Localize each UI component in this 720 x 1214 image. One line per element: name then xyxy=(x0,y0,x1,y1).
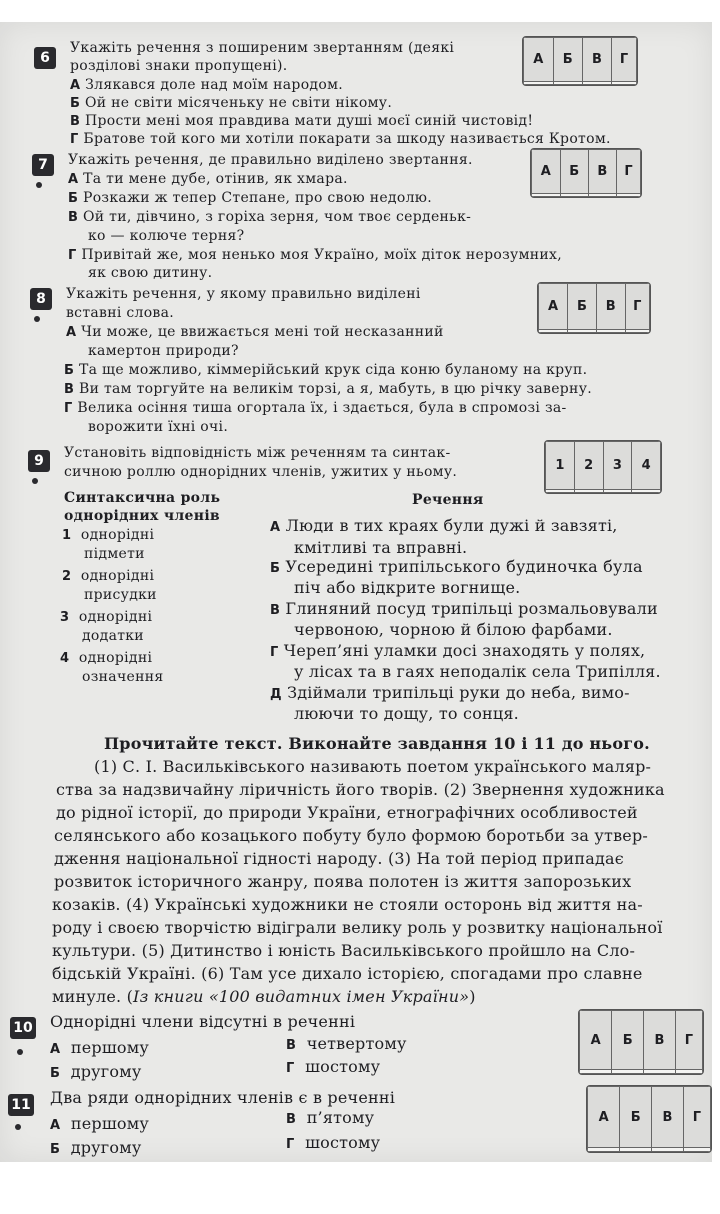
q9-role-2: 2 однорідні xyxy=(62,568,155,584)
bullet-dot xyxy=(17,1049,23,1055)
reading-last-line: минуле. (Із книги «100 видатних імен України») xyxy=(52,987,476,1006)
q10-option-b: Б другому xyxy=(50,1062,142,1081)
reading-line: дження національної гідності народу. (3) На той період припадає xyxy=(54,849,624,868)
q9-prompt-line1: Установіть відповідність між реченням та синтак- xyxy=(64,445,451,461)
answer-cell[interactable] xyxy=(588,194,616,197)
q7-answer-grid: А Б В Г xyxy=(530,148,642,198)
q6-option-b: Б Ой не світи місяченьку не світи нікому. xyxy=(70,95,393,111)
reading-line: роду і своєю творчістю відіграли велику роль у розвитку національної xyxy=(52,918,663,937)
q10-answer-grid: А Б В Г xyxy=(578,1009,704,1075)
reading-line: розвиток історичного жанру, поява полотен із життя запорозьких xyxy=(54,872,632,891)
bullet-dot xyxy=(36,182,42,188)
q9-answer-grid: 1 2 3 4 xyxy=(544,440,662,494)
answer-cell[interactable] xyxy=(644,1070,676,1074)
q10-prompt: Однорідні члени відсутні в реченні xyxy=(50,1012,356,1031)
bullet-dot xyxy=(34,316,40,322)
bullet-dot xyxy=(15,1124,21,1130)
q9-left-header-line2: однорідних членів xyxy=(64,508,220,524)
answer-cell[interactable] xyxy=(553,82,582,85)
question-number-7: 7 xyxy=(32,154,54,176)
q9-role-3-cont: додатки xyxy=(82,628,144,644)
q7-option-d-cont: як свою дитину. xyxy=(88,265,213,281)
q9-role-4: 4 однорідні xyxy=(60,650,153,666)
bullet-dot xyxy=(32,478,38,484)
q9-sentence-c: В Глиняний посуд трипільці розмальовували xyxy=(270,599,658,618)
q8-option-a-cont: камертон природи? xyxy=(88,343,239,359)
q9-left-header-line1: Синтаксична роль xyxy=(64,490,221,506)
reading-line: селянського або козацького побуту було формою боротьби за утвер- xyxy=(54,826,649,845)
answer-cell[interactable] xyxy=(524,82,554,85)
q9-prompt-line2: сичною роллю однорідних членів, ужитих у ньому. xyxy=(64,464,458,480)
q10-option-a: А першому xyxy=(50,1038,149,1057)
answer-cell[interactable] xyxy=(675,1070,702,1074)
q10-option-c: В четвертому xyxy=(286,1034,407,1053)
reading-line: ства за надзвичайну ліричність його творів. (2) Звернення художника xyxy=(56,780,665,799)
answer-cell[interactable] xyxy=(612,82,637,85)
q6-option-a: А Злякався доле над моїм народом. xyxy=(70,77,344,93)
q11-option-b: Б другому xyxy=(50,1138,142,1157)
answer-cell[interactable] xyxy=(632,490,661,493)
answer-cell[interactable] xyxy=(580,1070,612,1074)
q8-option-c: В Ви там торгуйте на великім торзі, а я, мабуть, в цю річку заверну. xyxy=(64,381,592,397)
q9-sentence-d-cont: у лісах та в гаях неподалік села Трипілля. xyxy=(294,662,661,681)
question-number-6: 6 xyxy=(34,47,56,69)
q6-answer-grid: А Б В Г xyxy=(522,36,638,86)
q9-right-header: Речення xyxy=(412,492,484,508)
reading-line: бідській Україні. (6) Там усе дихало історією, спогадами про славне xyxy=(52,964,643,983)
answer-cell[interactable] xyxy=(596,330,625,333)
q9-role-3: 3 однорідні xyxy=(60,609,153,625)
reading-source: Із книги «100 видатних імен України» xyxy=(133,987,470,1006)
answer-cell[interactable] xyxy=(652,1148,684,1152)
question-number-11: 11 xyxy=(8,1094,34,1116)
q8-prompt-line2: вставні слова. xyxy=(66,305,174,321)
q9-sentence-e-cont: люючи то дощу, то сонця. xyxy=(294,704,519,723)
q8-prompt-line1: Укажіть речення, у якому правильно виділені xyxy=(66,286,421,302)
q9-role-4-cont: означення xyxy=(82,669,164,685)
q9-sentence-b: Б Усередині трипільського будиночка була xyxy=(270,557,643,576)
q9-role-1-cont: підмети xyxy=(84,546,145,562)
reading-instruction: Прочитайте текст. Виконайте завдання 10 і 11 до нього. xyxy=(104,734,650,753)
q8-option-d-cont: ворожити їхні очі. xyxy=(88,419,229,435)
reading-line: (1) С. І. Васильківського називають поетом українського маляр- xyxy=(94,757,652,776)
q8-option-a: А Чи може, це ввижається мені той несказанний xyxy=(66,324,444,340)
q6-option-d: Г Братове той кого ми хотіли покарати за шкоду називається Кротом. xyxy=(70,131,611,147)
answer-cell[interactable] xyxy=(683,1148,710,1152)
reading-line: до рідної історії, до природи України, етнографічних особливостей xyxy=(56,803,638,822)
q6-prompt-line1: Укажіть речення з поширеним звертанням (деякі xyxy=(70,40,455,56)
q11-answer-grid: А Б В Г xyxy=(586,1085,712,1153)
q8-answer-grid: А Б В Г xyxy=(537,282,651,334)
question-number-10: 10 xyxy=(10,1017,36,1039)
answer-cell[interactable] xyxy=(546,490,575,493)
q11-prompt: Два ряди однорідних членів є в реченні xyxy=(50,1088,396,1107)
answer-cell[interactable] xyxy=(612,1070,644,1074)
q8-option-d: Г Велика осіння тиша огортала їх, і здається, була в спромозі за- xyxy=(64,400,567,416)
answer-cell[interactable] xyxy=(560,194,588,197)
answer-cell[interactable] xyxy=(603,490,632,493)
reading-line: козаків. (4) Українські художники не стояли осторонь від життя на- xyxy=(52,895,643,914)
question-number-8: 8 xyxy=(30,288,52,310)
q9-role-1: 1 однорідні xyxy=(62,527,155,543)
answer-cell[interactable] xyxy=(625,330,649,333)
answer-cell[interactable] xyxy=(574,490,603,493)
q11-option-d: Г шостому xyxy=(286,1133,381,1152)
q8-option-b: Б Та ще можливо, кіммерійський крук сіда коню буланому на круп. xyxy=(64,362,588,378)
answer-cell[interactable] xyxy=(568,330,597,333)
q11-option-a: А першому xyxy=(50,1114,149,1133)
q7-option-a: А Та ти мене дубе, отінив, як хмара. xyxy=(68,171,348,187)
reading-line: культури. (5) Дитинство і юність Васильківського пройшло на Сло- xyxy=(52,941,636,960)
answer-cell[interactable] xyxy=(616,194,640,197)
q9-sentence-e: Д Здіймали трипільці руки до неба, вимо- xyxy=(270,683,630,702)
q7-option-c-cont: ко — колюче терня? xyxy=(88,228,245,244)
q7-option-d: Г Привітай же, моя ненько моя Україно, моїх діток нерозумних, xyxy=(68,247,562,263)
answer-cell[interactable] xyxy=(582,82,611,85)
q9-sentence-a: А Люди в тих краях були дужі й завзяті, xyxy=(270,516,618,535)
question-number-9: 9 xyxy=(28,450,50,472)
q6-option-c: В Прости мені моя правдива мати душі моєї синій чистовід! xyxy=(70,113,534,129)
answer-cell[interactable] xyxy=(532,194,561,197)
q9-role-2-cont: присудки xyxy=(84,587,157,603)
answer-cell[interactable] xyxy=(588,1148,620,1152)
q9-sentence-a-cont: кмітливі та вправні. xyxy=(294,538,468,557)
q7-option-b: Б Розкажи ж тепер Степане, про свою недолю. xyxy=(68,190,433,206)
q10-option-d: Г шостому xyxy=(286,1057,381,1076)
answer-cell[interactable] xyxy=(620,1148,652,1152)
q11-option-c: В п’ятому xyxy=(286,1108,375,1127)
q7-prompt: Укажіть речення, де правильно виділено звертання. xyxy=(68,152,473,168)
q9-sentence-d: Г Череп’яні уламки досі знаходять у полях, xyxy=(270,641,646,660)
q7-option-c: В Ой ти, дівчино, з горіха зерня, чом твоє серденьк- xyxy=(68,209,472,225)
answer-cell[interactable] xyxy=(539,330,568,333)
q9-sentence-b-cont: піч або відкрите вогнище. xyxy=(294,578,521,597)
q6-prompt-line2: розділові знаки пропущені). xyxy=(70,58,288,74)
q9-sentence-c-cont: червоною, чорною й білою фарбами. xyxy=(294,620,613,639)
